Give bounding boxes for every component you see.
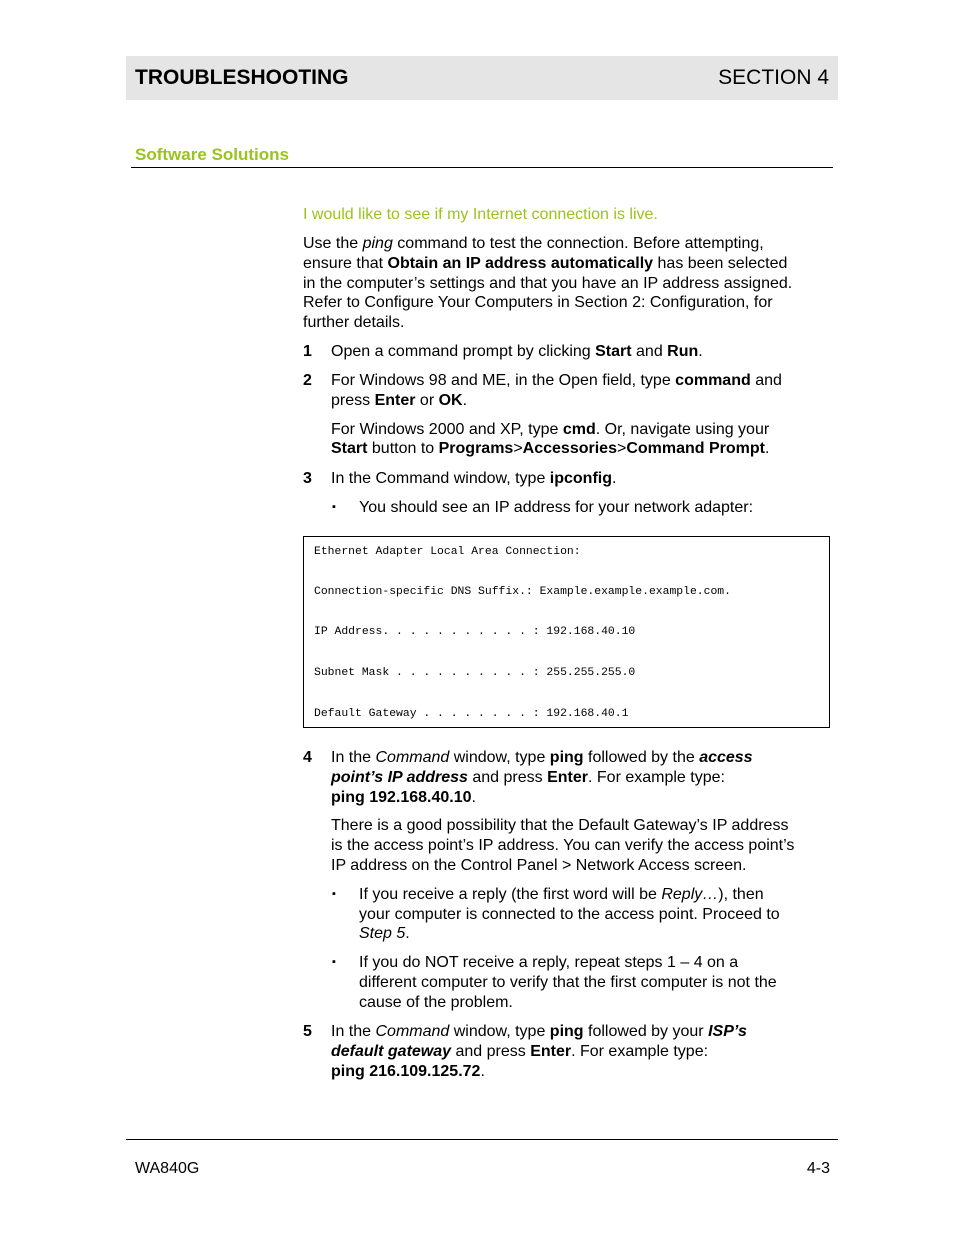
- step-2-note: For Windows 2000 and XP, type cmd. Or, navigate using your Start button to Programs>Accessories>Command Prompt.: [331, 420, 770, 458]
- header-title: TROUBLESHOOTING: [135, 66, 349, 89]
- footer-page-number: 4-3: [806, 1160, 830, 1177]
- step-number: 4: [303, 749, 312, 766]
- footer-divider: [126, 1139, 838, 1140]
- section-divider: [131, 167, 833, 168]
- step-number: 1: [303, 343, 312, 360]
- step-2: 2 For Windows 98 and ME, in the Open field, type command and press Enter or OK. For Windows 2000 and XP, type cmd. Or, navigate using your Start button to Programs>Accessories>Command Prompt.: [303, 371, 843, 459]
- step-4-note: There is a good possibility that the Default Gateway’s IP address is the access point’s IP address. You can verify the access point’s IP address on the Control Panel > Network Access screen.: [331, 817, 795, 874]
- step-4: 4 In the Command window, type ping followed by the access point’s IP address and press Enter. For example type: ping 192.168.40.10. There is a good possibility that the Default Gateway’s IP address is the access point’s IP address. You can verify the access point’s IP address on the Control Panel > Network Access screen. ▪ If you receive a reply (the first word will be Reply…), then your computer is connected to the access point. Proceed to Step 5. ▪ If you do NOT receive a reply, repeat steps 1 – 4 on a different computer to verify that the first computer is not the cause of the problem.: [303, 748, 843, 1013]
- code-line: Subnet Mask . . . . . . . . . . : 255.255.255.0: [314, 667, 636, 679]
- code-line: IP Address. . . . . . . . . . . : 192.168.40.10: [314, 626, 636, 638]
- step-number: 2: [303, 372, 312, 389]
- bullet-icon: ▪: [332, 956, 336, 969]
- bullet-item: ▪ If you receive a reply (the first word will be Reply…), then your computer is connected to the access point. Proceed to Step 5.: [332, 885, 780, 943]
- section-title: Software Solutions: [135, 145, 289, 164]
- bullet-item: ▪ If you do NOT receive a reply, repeat steps 1 – 4 on a different computer to verify that the first computer is not the cause of the problem.: [332, 954, 777, 1011]
- code-line: Default Gateway . . . . . . . . : 192.168.40.1: [314, 708, 629, 720]
- step-3: 3 In the Command window, type ipconfig. ▪ You should see an IP address for your network adapter:: [303, 470, 754, 516]
- code-line: Ethernet Adapter Local Area Connection:: [314, 546, 581, 558]
- footer-model: WA840G: [135, 1160, 200, 1177]
- code-line: Connection-specific DNS Suffix.: Example.example.example.com.: [314, 586, 731, 598]
- step-5: 5 In the Command window, type ping followed by your ISP’s default gateway and press Enter. For example type: ping 216.109.125.72.: [303, 1023, 747, 1080]
- bullet-icon: ▪: [332, 887, 336, 900]
- ipconfig-output-box: [303, 536, 830, 728]
- header-section: SECTION 4: [718, 66, 829, 89]
- question-heading: I would like to see if my Internet connection is live.: [303, 206, 658, 223]
- intro-paragraph: Use the ping command to test the connection. Before attempting, ensure that Obtain an IP address automatically has been selected in the computer’s settings and that you have an IP address assigned. Refer to Configure Your Computers in Section 2: Configuration, for further details.: [303, 235, 793, 332]
- step-1: 1 Open a command prompt by clicking Start and Run.: [303, 343, 703, 360]
- bullet-icon: ▪: [332, 500, 336, 513]
- step-number: 3: [303, 470, 312, 487]
- step-number: 5: [303, 1023, 312, 1040]
